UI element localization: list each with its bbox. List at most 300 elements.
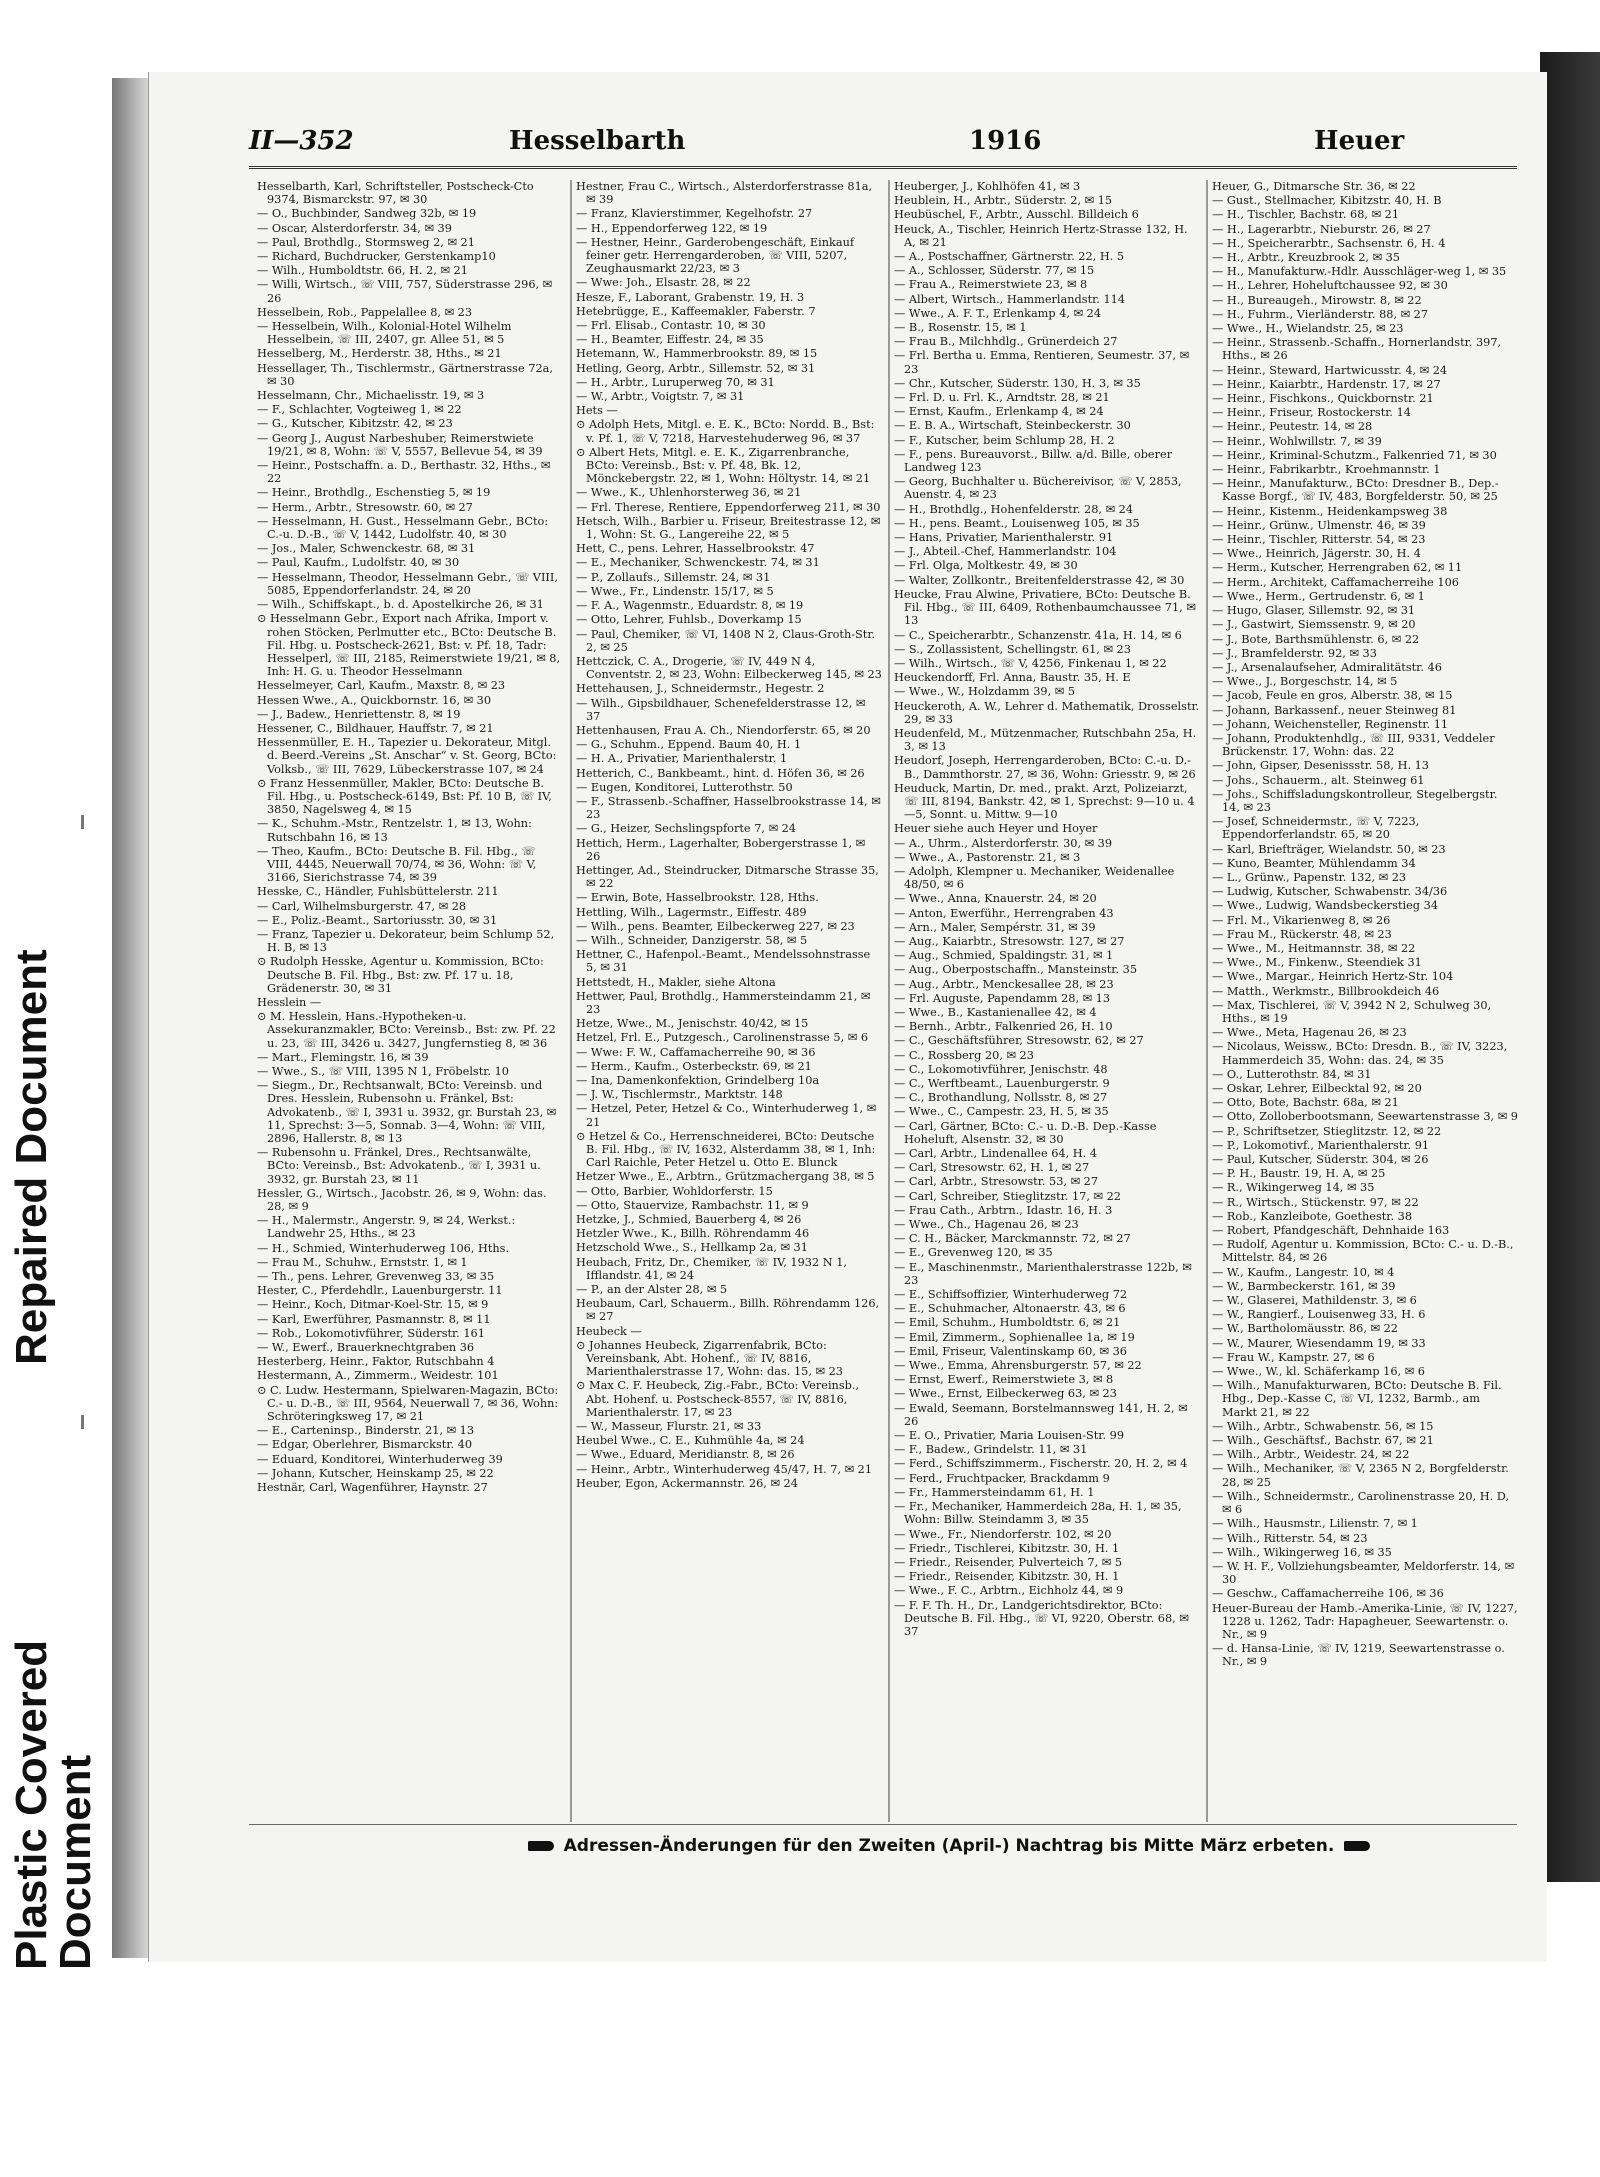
directory-entry: — Max, Tischlerei, ☏ V, 3942 N 2, Schulweg 30, Hths., ✉ 19 xyxy=(1212,998,1492,1025)
directory-entry: — Hesselbein, Wilh., Kolonial-Hotel Wilhelm Hesselbein, ☏ III, 2407, gr. Allee 51, ✉ 5 xyxy=(257,320,512,347)
directory-entry: Heuckendorff, Frl. Anna, Baustr. 35, H. E xyxy=(894,671,1131,685)
repaired-document-label: Repaired Document xyxy=(7,949,56,1365)
directory-entry: — Albert, Wirtsch., Hammerlandstr. 114 xyxy=(894,292,1126,306)
page-footer-notice xyxy=(389,1836,1509,1856)
directory-entry: — Wilh., Ritterstr. 54, ✉ 23 xyxy=(1212,1531,1368,1545)
directory-entry: — Wilh., Gipsbildhauer, Schenefelderstrasse 12, ✉ 37 xyxy=(576,696,866,723)
directory-entry: Hesze, F., Laborant, Grabenstr. 19, H. 3 xyxy=(576,290,805,304)
directory-entry: — Emil, Schuhm., Humboldtstr. 6, ✉ 21 xyxy=(894,1316,1121,1330)
directory-column-4 xyxy=(1207,180,1520,1822)
directory-entry: — Emil, Zimmerm., Sophienallee 1a, ✉ 19 xyxy=(894,1330,1135,1344)
directory-entry: — H., pens. Beamt., Louisenweg 105, ✉ 35 xyxy=(894,516,1140,530)
directory-entry: — A., Postschaffner, Gärtnerstr. 22, H. 5 xyxy=(894,250,1125,264)
directory-entry: ⊙ Hetzel & Co., Herrenschneiderei, BCto: Deutsche B. Fil. Hbg., ☏ IV, 1632, Alsterdamm 38, ✉ 1, Inh: Carl Raichle, Peter Hetzel u. Otto E. Blunck xyxy=(576,1129,876,1170)
directory-entry: — H., Schmied, Winterhuderweg 106, Hths. xyxy=(257,1241,510,1255)
directory-entry: ⊙ Adolph Hets, Mitgl. e. E. K., BCto: Nordd. B., Bst: v. Pf. 1, ☏ V, 7218, Harvestehuderweg 96, ✉ 37 xyxy=(576,418,875,445)
directory-entry: Hestnär, Carl, Wagenführer, Haynstr. 27 xyxy=(257,1481,488,1495)
directory-entry: — Frl. M., Vikarienweg 8, ✉ 26 xyxy=(1212,913,1391,927)
scanner-dark-edge xyxy=(1540,52,1600,1882)
directory-entry: Hettczick, C. A., Drogerie, ☏ IV, 449 N 4, Conventstr. 2, ✉ 23, Wohn: Eilbeckerweg 145, ✉ 23 xyxy=(576,654,882,682)
directory-column-2 xyxy=(571,180,884,1822)
directory-entry: — C. H., Bäcker, Marckmannstr. 72, ✉ 27 xyxy=(894,1232,1131,1246)
directory-entry: — Richard, Buchdrucker, Gerstenkamp10 xyxy=(257,250,496,264)
directory-entry: — W., Barmbeckerstr. 161, ✉ 39 xyxy=(1212,1279,1396,1293)
directory-entry: — Emil, Friseur, Valentinskamp 60, ✉ 36 xyxy=(894,1344,1127,1358)
directory-entry: — Theo, Kaufm., BCto: Deutsche B. Fil. Hbg., ☏ VIII, 4445, Neuerwall 70/74, ✉ 36, Wohn: ☏ V, 3166, Sierichstrasse 74, ✉ 39 xyxy=(257,844,537,885)
directory-entry: — J., Arsenalaufseher, Admiralitätstr. 46 xyxy=(1212,660,1442,674)
directory-entry: Hessener, C., Bildhauer, Hauffstr. 7, ✉ 21 xyxy=(257,721,494,735)
directory-entry: — Rob., Lokomotivführer, Süderstr. 161 xyxy=(257,1326,485,1340)
directory-entry: — F. F. Th. H., Dr., Landgerichtsdirektor, BCto: Deutsche B. Fil. Hbg., ☏ VI, 9220, Oberstr. 68, ✉ 37 xyxy=(894,1598,1189,1638)
directory-entry: — C., Speicherarbtr., Schanzenstr. 41a, H. 14, ✉ 6 xyxy=(894,628,1182,642)
directory-entry: — Josef, Schneidermstr., ☏ V, 7223, Eppendorferlandstr. 65, ✉ 20 xyxy=(1212,815,1420,842)
directory-entry: — Heinr., Peutestr. 14, ✉ 28 xyxy=(1212,420,1373,434)
directory-entry: — Wwe., Ch., Hagenau 26, ✉ 23 xyxy=(894,1218,1079,1232)
directory-entry: — d. Hansa-Linie, ☏ IV, 1219, Seewartenstrasse o. Nr., ✉ 9 xyxy=(1212,1642,1505,1669)
directory-entry: ⊙ C. Ludw. Hestermann, Spielwaren-Magazin, BCto: C.- u. D.-B., ☏ III, 9564, Neuerwall 7, ✉ 36, Wohn: Schröteringksweg 17, ✉ 21 xyxy=(257,1383,559,1424)
directory-entry: — Aug., Kaiarbtr., Stresowstr. 127, ✉ 27 xyxy=(894,934,1125,948)
directory-entry: — Heinr., Kistenm., Heidenkampsweg 38 xyxy=(1212,504,1448,518)
directory-entry: — Paul, Brothdlg., Stormsweg 2, ✉ 21 xyxy=(257,235,475,249)
directory-entry: Hesselbarth, Karl, Schriftsteller, Postscheck-Cto 9374, Bismarckstr. 97, ✉ 30 xyxy=(257,180,534,207)
directory-entry: — Wilh., Schiffskapt., b. d. Apostelkirche 26, ✉ 31 xyxy=(257,598,544,612)
column-divider xyxy=(570,180,571,1822)
directory-entry: — P., an der Alster 28, ✉ 5 xyxy=(576,1283,728,1297)
directory-entry: — Wwe., B., Kastanienallee 42, ✉ 4 xyxy=(894,1005,1097,1019)
directory-entry: — Th., pens. Lehrer, Grevenweg 33, ✉ 35 xyxy=(257,1270,495,1284)
directory-entry: — Frl. Elisab., Contastr. 10, ✉ 30 xyxy=(576,319,766,333)
directory-entry: — H., Malermstr., Angerstr. 9, ✉ 24, Werkst.: Landwehr 25, Hths., ✉ 23 xyxy=(257,1214,516,1241)
directory-entry: — A., Uhrm., Alsterdorferstr. 30, ✉ 39 xyxy=(894,836,1113,850)
directory-entry: Hestner, Frau C., Wirtsch., Alsterdorferstrasse 81a, ✉ 39 xyxy=(576,180,873,207)
directory-entry: Heublein, H., Arbtr., Süderstr. 2, ✉ 15 xyxy=(894,194,1113,208)
directory-entry: — Johann, Kutscher, Heinskamp 25, ✉ 22 xyxy=(257,1466,494,1480)
directory-entry: — Rudolf, Agentur u. Kommission, BCto: C.- u. D.-B., Mittelstr. 84, ✉ 26 xyxy=(1212,1238,1514,1265)
directory-entry: — Wilh., Arbtr., Weidestr. 24, ✉ 22 xyxy=(1212,1448,1410,1462)
directory-entry: Hetebrügge, E., Kaffeemakler, Faberstr. 7 xyxy=(576,304,816,318)
directory-entry: — Carl, Arbtr., Lindenallee 64, H. 4 xyxy=(894,1147,1098,1161)
directory-entry: Hettenhausen, Frau A. Ch., Niendorferstr. 65, ✉ 20 xyxy=(576,723,871,737)
directory-entry: — Wwe., A., Pastorenstr. 21, ✉ 3 xyxy=(894,850,1081,864)
directory-entry: — B., Rosenstr. 15, ✉ 1 xyxy=(894,321,1027,335)
directory-entry: — Franz, Klavierstimmer, Kegelhofstr. 27 xyxy=(576,207,813,221)
directory-entry: — Wwe., K., Uhlenhorsterweg 36, ✉ 21 xyxy=(576,486,802,500)
directory-entry: Hettehausen, J., Schneidermstr., Hegestr. 2 xyxy=(576,682,825,696)
directory-entry: — S., Zollassistent, Schellingstr. 61, ✉ 23 xyxy=(894,642,1131,656)
directory-entry: — Carl, Arbtr., Stresowstr. 53, ✉ 27 xyxy=(894,1175,1099,1189)
directory-entry: — Siegm., Dr., Rechtsanwalt, BCto: Vereinsb. und Dres. Hesslein, Rubensohn u. Fränkel, Bst: Advokatenb., ☏ I, 3931 u. 3932, gr. Burstah 23, ✉ 11, Sprechst: 3—5, Sonnab. 3—4, Wohn: ☏ VIII, 2896, Hallerstr. 8, ✉ 13 xyxy=(257,1079,557,1146)
directory-entry: — Friedr., Tischlerei, Kibitzstr. 30, H. 1 xyxy=(894,1541,1120,1555)
directory-entry: — Frl. D. u. Frl. K., Arndtstr. 28, ✉ 21 xyxy=(894,391,1110,405)
directory-entry: ⊙ Franz Hessenmüller, Makler, BCto: Deutsche B. Fil. Hbg., u. Postscheck-6149, Bst: Pf. 10 B, ☏ IV, 3850, Nagelsweg 4, ✉ 15 xyxy=(257,776,552,817)
header-year: 1916 xyxy=(969,126,1042,156)
directory-entry: — C., Rossberg 20, ✉ 23 xyxy=(894,1048,1034,1062)
directory-entry: — C., Lokomotivführer, Jenischstr. 48 xyxy=(894,1062,1108,1076)
directory-entry: — H., Arbtr., Kreuzbrook 2, ✉ 35 xyxy=(1212,251,1400,265)
directory-entry: — Anton, Ewerführ., Herrengraben 43 xyxy=(894,906,1114,920)
directory-entry: — Wwe., Heinrich, Jägerstr. 30, H. 4 xyxy=(1212,547,1421,561)
directory-entry: — W., Glaserei, Mathildenstr. 3, ✉ 6 xyxy=(1212,1294,1417,1308)
directory-entry: — W., Masseur, Flurstr. 21, ✉ 33 xyxy=(576,1420,762,1434)
directory-entry: — Hugo, Glaser, Sillemstr. 92, ✉ 31 xyxy=(1212,604,1416,618)
directory-entry: — Wwe., Emma, Ahrensburgerstr. 57, ✉ 22 xyxy=(894,1359,1142,1373)
directory-entry: — Heinr., Manufakturw., BCto: Dresdner B., Dep.-Kasse Borgf., ☏ IV, 483, Borgfelderstr. 50, ✉ 25 xyxy=(1212,477,1499,504)
page-header xyxy=(249,124,1517,169)
footer-rule xyxy=(249,1824,1517,1825)
directory-entry: — Kuno, Beamter, Mühlendamm 34 xyxy=(1212,856,1416,870)
directory-entry: Hetze, Wwe., M., Jenischstr. 40/42, ✉ 15 xyxy=(576,1017,809,1031)
directory-entry: Hetterich, C., Bankbeamt., hint. d. Höfen 36, ✉ 26 xyxy=(576,766,865,780)
directory-column-3 xyxy=(889,180,1202,1822)
directory-entry: — Paul, Kutscher, Süderstr. 304, ✉ 26 xyxy=(1212,1153,1429,1167)
directory-entry: — Carl, Wilhelmsburgerstr. 47, ✉ 28 xyxy=(257,899,467,913)
directory-entry: — H., Beamter, Eiffestr. 24, ✉ 35 xyxy=(576,333,764,347)
directory-entry: — Frl. Olga, Moltkestr. 49, ✉ 30 xyxy=(894,559,1078,573)
directory-entry: Hessellager, Th., Tischlermstr., Gärtnerstrasse 72a, ✉ 30 xyxy=(257,361,553,388)
directory-entry: — F., Kutscher, beim Schlump 28, H. 2 xyxy=(894,433,1115,447)
directory-entry: — Frau Cath., Arbtrn., Idastr. 16, H. 3 xyxy=(894,1203,1113,1217)
directory-entry: Heubel Wwe., C. E., Kuhmühle 4a, ✉ 24 xyxy=(576,1434,805,1448)
directory-entry: — Ferd., Fruchtpacker, Brackdamm 9 xyxy=(894,1471,1110,1485)
directory-entry: — H., Lagerarbtr., Nieburstr. 26, ✉ 27 xyxy=(1212,222,1431,236)
directory-entry: — Heinr., Arbtr., Winterhuderweg 45/47, H. 7, ✉ 21 xyxy=(576,1462,873,1476)
directory-entry: — Oscar, Alsterdorferstr. 34, ✉ 39 xyxy=(257,221,452,235)
directory-entry: — Frau M., Schuhw., Ernststr. 1, ✉ 1 xyxy=(257,1255,468,1269)
pointing-hand-icon xyxy=(1344,1841,1370,1851)
directory-entry: — H., Eppendorferweg 122, ✉ 19 xyxy=(576,221,768,235)
directory-entry: — Wilh., Wirtsch., ☏ V, 4256, Finkenau 1, ✉ 22 xyxy=(894,656,1167,670)
directory-entry: — Heinr., Friseur, Rostockerstr. 14 xyxy=(1212,406,1411,420)
directory-entry: — C., Geschäftsführer, Stresowstr. 62, ✉ 27 xyxy=(894,1034,1144,1048)
directory-entry: — Willi, Wirtsch., ☏ VIII, 757, Süderstrasse 296, ✉ 26 xyxy=(257,278,553,305)
directory-entry: — E., Maschinenmstr., Marienthalerstrasse 122b, ✉ 23 xyxy=(894,1260,1192,1287)
directory-entry: — Wilh., Schneidermstr., Carolinenstrasse 20, H. D, ✉ 6 xyxy=(1212,1489,1510,1517)
directory-entry: ⊙ Johannes Heubeck, Zigarrenfabrik, BCto: Vereinsbank, Abt. Hohenf., ☏ IV, 8816, Marienthalerstrasse 17, Wohn: das. 15, ✉ 23 xyxy=(576,1338,843,1379)
directory-entry: — Wilh., Schneider, Danzigerstr. 58, ✉ 5 xyxy=(576,933,808,947)
directory-entry: — E., Carteninsp., Binderstr. 21, ✉ 13 xyxy=(257,1424,475,1438)
directory-entry: — Paul, Chemiker, ☏ VI, 1408 N 2, Claus-Groth-Str. 2, ✉ 25 xyxy=(576,627,876,654)
directory-entry: — Karl, Ewerführer, Pasmannstr. 8, ✉ 11 xyxy=(257,1312,491,1326)
directory-entry: — Wwe., Fr., Niendorferstr. 102, ✉ 20 xyxy=(894,1527,1112,1541)
directory-entry: — Wilh., Arbtr., Schwabenstr. 56, ✉ 15 xyxy=(1212,1419,1434,1433)
directory-column-1 xyxy=(253,180,565,1822)
directory-entry: — Wwe., M., Heitmannstr. 38, ✉ 22 xyxy=(1212,941,1416,955)
directory-entry: — Carl, Schreiber, Stieglitzstr. 17, ✉ 22 xyxy=(894,1189,1121,1203)
directory-entry: — Wwe: F. W., Caffamacherreihe 90, ✉ 36 xyxy=(576,1045,816,1059)
directory-entry: — Carl, Gärtner, BCto: C.- u. D.-B. Dep.-Kasse Hoheluft, Alsenstr. 32, ✉ 30 xyxy=(894,1119,1157,1146)
directory-entry: — Herm., Kutscher, Herrengraben 62, ✉ 11 xyxy=(1212,561,1463,575)
directory-entry: — Ina, Damenkonfektion, Grindelberg 10a xyxy=(576,1074,820,1087)
directory-entry: — Frau M., Rückerstr. 48, ✉ 23 xyxy=(1212,927,1392,941)
directory-entry: — P., Lokomotivf., Marienthalerstr. 91 xyxy=(1212,1138,1430,1152)
directory-entry: — Otto, Barbier, Wohldorferstr. 15 xyxy=(576,1184,773,1198)
directory-entry: — Friedr., Reisender, Kibitzstr. 30, H. 1 xyxy=(894,1570,1120,1584)
directory-entry: — E., Grevenweg 120, ✉ 35 xyxy=(894,1246,1053,1260)
directory-entry: ⊙ Max C. F. Heubeck, Zig.-Fabr., BCto: Vereinsb., Abt. Hohenf. u. Postscheck-8557, ☏ IV, 8816, Marienthalerstr. 17, ✉ 23 xyxy=(576,1379,860,1419)
directory-entry: — Heinr., Steward, Hartwicusstr. 4, ✉ 24 xyxy=(1212,363,1448,377)
directory-entry: — Wilh., Manufakturwaren, BCto: Deutsche B. Fil. Hbg., Dep.-Kasse C, ☏ VI, 1232, Barmb., am Markt 21, ✉ 22 xyxy=(1212,1379,1502,1419)
header-first-name: Hesselbarth xyxy=(509,126,686,156)
directory-entry: — Heinr., Tischler, Ritterstr. 54, ✉ 23 xyxy=(1212,533,1426,547)
directory-entry: — F., Badew., Grindelstr. 11, ✉ 31 xyxy=(894,1443,1088,1457)
directory-entry: — Friedr., Reisender, Pulverteich 7, ✉ 5 xyxy=(894,1555,1123,1569)
directory-entry: — Ernst, Ewerf., Reimerstwiete 3, ✉ 8 xyxy=(894,1373,1114,1387)
directory-entry: ⊙ Rudolph Hesske, Agentur u. Kommission, BCto: Deutsche B. Fil. Hbg., Bst: zw. Pf. 17 u. 18, Grädenerstr. 30, ✉ 31 xyxy=(257,955,544,995)
directory-entry: — Heinr., Brothdlg., Eschenstieg 5, ✉ 19 xyxy=(257,486,491,500)
directory-entry: — Frl. Therese, Rentiere, Eppendorferweg 211, ✉ 30 xyxy=(576,500,881,514)
directory-entry: Hettstedt, H., Makler, siehe Altona xyxy=(576,975,776,989)
directory-entry: Hettinger, Ad., Steindrucker, Ditmarsche Strasse 35, ✉ 22 xyxy=(576,863,879,891)
directory-entry: — Wilh., Geschäftsf., Bachstr. 67, ✉ 21 xyxy=(1212,1434,1434,1448)
directory-entry: Heuer siehe auch Heyer und Hoyer xyxy=(894,822,1098,836)
directory-entry: Hesselmann, Chr., Michaelisstr. 19, ✉ 3 xyxy=(257,389,485,403)
directory-entry: — Rubensohn u. Fränkel, Dres., Rechtsanwälte, BCto: Vereinsb., Bst: Advokatenb., ☏ I, 3931 u. 3932, gr. Burstah 23, ✉ 11 xyxy=(257,1146,541,1186)
directory-entry: — W., Kaufm., Langestr. 10, ✉ 4 xyxy=(1212,1265,1395,1279)
directory-entry: — Wwe., M., Finkenw., Steendiek 31 xyxy=(1212,956,1422,970)
directory-entry: — W., Maurer, Wiesendamm 19, ✉ 33 xyxy=(1212,1336,1426,1350)
directory-entry: — G., Schuhm., Eppend. Baum 40, H. 1 xyxy=(576,738,802,752)
directory-entry: — Wwe., Anna, Knauerstr. 24, ✉ 20 xyxy=(894,892,1097,906)
directory-entry: — Heinr., Postschaffn. a. D., Berthastr. 32, Hths., ✉ 22 xyxy=(257,459,551,486)
directory-entry: — Adolph, Klempner u. Mechaniker, Weidenallee 48/50, ✉ 6 xyxy=(894,864,1175,892)
directory-entry: — P. H., Baustr. 19, H. A, ✉ 25 xyxy=(1212,1167,1386,1181)
directory-entry: Hettner, C., Hafenpol.-Beamt., Mendelssohnstrasse 5, ✉ 31 xyxy=(576,948,871,975)
directory-entry: — Wilh., pens. Beamter, Eilbeckerweg 227, ✉ 23 xyxy=(576,919,855,933)
directory-entry: ⊙ Albert Hets, Mitgl. e. E. K., Zigarrenbranche, BCto: Vereinsb., Bst: v. Pf. 48, Bk. 12, Mönckebergstr. 22, ✉ 1, Wohn: Höltystr. 14, ✉ 21 xyxy=(576,445,871,486)
directory-entry: — Wwe., Ernst, Eilbeckerweg 63, ✉ 23 xyxy=(894,1387,1117,1401)
directory-entry: Hesselmeyer, Carl, Kaufm., Maxstr. 8, ✉ 23 xyxy=(257,679,506,693)
directory-entry: — Fr., Hammersteindamm 61, H. 1 xyxy=(894,1485,1095,1499)
directory-entry: — Nicolaus, Weissw., BCto: Dresdn. B., ☏ IV, 3223, Hammerdeich 35, Wohn: das. 24, ✉ 35 xyxy=(1212,1040,1508,1067)
directory-entry: Hetzschold Wwe., S., Hellkamp 2a, ✉ 31 xyxy=(576,1241,808,1255)
directory-entry: — Mart., Flemingstr. 16, ✉ 39 xyxy=(257,1050,429,1064)
directory-entry: — Wwe., J., Borgeschstr. 14, ✉ 5 xyxy=(1212,675,1398,689)
directory-entry: — F., Strassenb.-Schaffner, Hasselbrookstrasse 14, ✉ 23 xyxy=(576,794,881,822)
directory-entry: Hessler, G., Wirtsch., Jacobstr. 26, ✉ 9, Wohn: das. 28, ✉ 9 xyxy=(257,1186,547,1214)
edge-tick xyxy=(81,1415,84,1429)
directory-entry: Heubach, Fritz, Dr., Chemiker, ☏ IV, 1932 N 1, Ifflandstr. 41, ✉ 24 xyxy=(576,1255,848,1282)
directory-entry: Heudenfeld, M., Mützenmacher, Rutschbahn 25a, H. 3, ✉ 13 xyxy=(894,726,1197,754)
directory-entry: — Heinr., Kriminal-Schutzm., Falkenried 71, ✉ 30 xyxy=(1212,448,1497,462)
directory-entry: — R., Wikingerweg 14, ✉ 35 xyxy=(1212,1181,1375,1195)
directory-entry: Heudorf, Joseph, Herrengarderoben, BCto: C.-u. D.-B., Dammthorstr. 27, ✉ 36, Wohn: Griesstr. 9, ✉ 26 xyxy=(894,754,1196,781)
directory-entry: — Bernh., Arbtr., Falkenried 26, H. 10 xyxy=(894,1020,1113,1034)
directory-entry: — Erwin, Bote, Hasselbrookstr. 128, Hths. xyxy=(576,891,819,905)
directory-entry: — Hesselmann, H. Gust., Hesselmann Gebr., BCto: C.-u. D.-B., ☏ V, 1442, Ludolfstr. 40, ✉ 30 xyxy=(257,514,549,542)
directory-entry: — Frau B., Milchhdlg., Grünerdeich 27 xyxy=(894,335,1118,349)
directory-entry: — W., Ewerf., Brauerknechtgraben 36 xyxy=(257,1341,475,1355)
directory-entry: Hester, C., Pferdehdlr., Lauenburgerstr. 11 xyxy=(257,1284,503,1298)
directory-entry: — Robert, Pfandgeschäft, Dehnhaide 163 xyxy=(1212,1224,1450,1238)
directory-entry: — E., Poliz.-Beamt., Sartoriusstr. 30, ✉ 31 xyxy=(257,913,498,927)
directory-entry: — Johann, Weichensteller, Reginenstr. 11 xyxy=(1212,717,1449,731)
directory-entry: — H., Fuhrm., Vierländerstr. 88, ✉ 27 xyxy=(1212,307,1429,321)
directory-entry: — E. B. A., Wirtschaft, Steinbeckerstr. 30 xyxy=(894,419,1131,433)
directory-entry: — Rob., Kanzleibote, Goethestr. 38 xyxy=(1212,1209,1413,1223)
directory-entry: — Otto, Bote, Bachstr. 68a, ✉ 21 xyxy=(1212,1096,1399,1110)
directory-entry: — Arn., Maler, Sempérstr. 31, ✉ 39 xyxy=(894,920,1096,934)
directory-entry: — Otto, Stauervize, Rambachstr. 11, ✉ 9 xyxy=(576,1198,809,1212)
directory-entry: Heubeck — xyxy=(576,1324,642,1338)
directory-entry: — R., Wirtsch., Stückenstr. 97, ✉ 22 xyxy=(1212,1195,1419,1209)
directory-entry: — Heinr., Fischkons., Quickbornstr. 21 xyxy=(1212,392,1434,406)
directory-entry: — Wwe., F. C., Arbtrn., Eichholz 44, ✉ 9 xyxy=(894,1584,1124,1598)
directory-entry: — Matth., Werkmstr., Billbrookdeich 46 xyxy=(1212,984,1440,998)
directory-entry: Hetemann, W., Hammerbrookstr. 89, ✉ 15 xyxy=(576,347,818,361)
directory-entry: — J., Bote, Barthsmühlenstr. 6, ✉ 22 xyxy=(1212,632,1420,646)
directory-entry: — Frl. Bertha u. Emma, Rentieren, Seumestr. 37, ✉ 23 xyxy=(894,349,1190,376)
directory-entry: — Karl, Briefträger, Wielandstr. 50, ✉ 23 xyxy=(1212,842,1446,856)
directory-entry: — Wwe., Eduard, Meridianstr. 8, ✉ 26 xyxy=(576,1448,795,1462)
page-number: II—352 xyxy=(249,126,354,156)
directory-entry: — Johs., Schauerm., alt. Steinweg 61 xyxy=(1212,773,1425,787)
directory-entry: Heuduck, Martin, Dr. med., prakt. Arzt, Polizeiarzt, ☏ III, 8194, Bankstr. 42, ✉ 1, Sprechst: 9—10 u. 4—5, Sonnt. u. Mittw. 9—10 xyxy=(894,781,1195,822)
directory-entry: — Wwe., Meta, Hagenau 26, ✉ 23 xyxy=(1212,1026,1407,1040)
directory-entry: — J., Badew., Henriettenstr. 8, ✉ 19 xyxy=(257,707,461,721)
directory-entry: Hetzler Wwe., K., Billh. Röhrendamm 46 xyxy=(576,1227,810,1241)
directory-entry: — Johs., Schiffsladungskontrolleur, Stegelbergstr. 14, ✉ 23 xyxy=(1212,787,1498,814)
directory-entry: — J., Abteil.-Chef, Hammerlandstr. 104 xyxy=(894,545,1117,559)
directory-entry: — E., Schuhmacher, Altonaerstr. 43, ✉ 6 xyxy=(894,1302,1126,1316)
directory-entry: — Aug., Arbtr., Menckesallee 28, ✉ 23 xyxy=(894,977,1114,991)
directory-entry: — Wwe., W., Holzdamm 39, ✉ 5 xyxy=(894,685,1076,699)
directory-entry: — Wwe., C., Campestr. 23, H. 5, ✉ 35 xyxy=(894,1105,1109,1119)
directory-entry: ⊙ M. Hesslein, Hans.-Hypotheken-u. Assekuranzmakler, BCto: Vereinsb., Bst: zw. Pf. 22 u. 23, ☏ III, 3426 u. 3427, Jungfernstieg 8, ✉ 36 xyxy=(257,1010,556,1050)
directory-entry: — Ernst, Kaufm., Erlenkamp 4, ✉ 24 xyxy=(894,405,1104,419)
directory-page xyxy=(148,72,1547,1962)
directory-entry: — W., Arbtr., Voigtstr. 7, ✉ 31 xyxy=(576,390,745,404)
directory-entry: — Hestner, Heinr., Garderobengeschäft, Einkauf feiner getr. Herrengarderoben, ☏ VIII, 5207, Zeughausmarkt 22/23, ✉ 3 xyxy=(576,235,855,276)
directory-entry: Heucke, Frau Alwine, Privatiere, BCto: Deutsche B. Fil. Hbg., ☏ III, 6409, Rothenbaumchaussee 71, ✉ 13 xyxy=(894,587,1196,628)
directory-entry: Hesslein — xyxy=(257,995,322,1009)
directory-entry: — Heinr., Strassenb.-Schaffn., Hornerlandstr. 397, Hths., ✉ 26 xyxy=(1212,336,1502,363)
directory-entry: — F., pens. Bureauvorst., Billw. a/d. Bille, oberer Landweg 123 xyxy=(894,447,1173,475)
directory-entry: — F. A., Wagenmstr., Eduardstr. 8, ✉ 19 xyxy=(576,599,804,613)
directory-entry: — G., Kutscher, Kibitzstr. 42, ✉ 23 xyxy=(257,417,453,431)
directory-entry: — C., Werftbeamt., Lauenburgerstr. 9 xyxy=(894,1077,1110,1090)
directory-entry: Hessen Wwe., A., Quickbornstr. 16, ✉ 30 xyxy=(257,693,492,707)
directory-entry: Heuberger, J., Kohlhöfen 41, ✉ 3 xyxy=(894,180,1081,193)
directory-entry: — Aug., Oberpostschaffn., Mansteinstr. 35 xyxy=(894,963,1138,977)
directory-entry: — Hesselmann, Theodor, Hesselmann Gebr., ☏ VIII, 5085, Eppendorferlandstr. 24, ✉ 20 xyxy=(257,570,558,597)
directory-entry: — W., Rangierf., Louisenweg 33, H. 6 xyxy=(1212,1308,1426,1322)
directory-entry: — Wwe., H., Wielandstr. 25, ✉ 23 xyxy=(1212,322,1404,336)
directory-entry: — Heinr., Kaiarbtr., Hardenstr. 17, ✉ 27 xyxy=(1212,377,1441,391)
directory-entry: — Wilh., Hausmstr., Lilienstr. 7, ✉ 1 xyxy=(1212,1517,1418,1531)
directory-entry: — J., Gastwirt, Siemssenstr. 9, ✉ 20 xyxy=(1212,618,1416,632)
directory-entry: — Wwe., A. F. T., Erlenkamp 4, ✉ 24 xyxy=(894,306,1102,320)
directory-entry: — E., Schiffsoffizier, Winterhuderweg 72 xyxy=(894,1288,1128,1302)
directory-entry: Hett, C., pens. Lehrer, Hasselbrookstr. 47 xyxy=(576,542,815,556)
directory-entry: — Ludwig, Kutscher, Schwabenstr. 34/36 xyxy=(1212,885,1448,899)
directory-entry: — Paul, Kaufm., Ludolfstr. 40, ✉ 30 xyxy=(257,556,460,570)
directory-entry: Hesterberg, Heinr., Faktor, Rutschbahn 4 xyxy=(257,1355,495,1369)
directory-entry: — Wwe., Herm., Gertrudenstr. 6, ✉ 1 xyxy=(1212,589,1425,603)
directory-entry: — Geschw., Caffamacherreihe 106, ✉ 36 xyxy=(1212,1587,1444,1601)
directory-entry: — H., Arbtr., Luruperweg 70, ✉ 31 xyxy=(576,375,775,389)
directory-entry: — H. A., Privatier, Marienthalerstr. 1 xyxy=(576,752,788,766)
directory-entry: Hessenmüller, E. H., Tapezier u. Dekorateur, Mitgl. d. Beerd.-Vereins „St. Anschar“ v. St. Georg, BCto: Volksb., ☏ III, 7629, Lübeckerstrasse 107, ✉ 24 xyxy=(257,736,557,776)
directory-entry: — J., Bramfelderstr. 92, ✉ 33 xyxy=(1212,646,1377,660)
directory-entry: Hetzer Wwe., E., Arbtrn., Grützmachergang 38, ✉ 5 xyxy=(576,1170,875,1184)
directory-entry: — Heinr., Fabrikarbtr., Kroehmannstr. 1 xyxy=(1212,463,1441,477)
directory-entry: — Herm., Arbtr., Stresowstr. 60, ✉ 27 xyxy=(257,500,473,514)
directory-entry: — Wwe: Joh., Elsastr. 28, ✉ 22 xyxy=(576,276,751,290)
directory-entry: — Frau W., Kampstr. 27, ✉ 6 xyxy=(1212,1350,1375,1364)
directory-entry: — P., Schriftsetzer, Stieglitzstr. 12, ✉ 22 xyxy=(1212,1124,1442,1138)
directory-entry: — Chr., Kutscher, Süderstr. 130, H. 3, ✉ 35 xyxy=(894,376,1141,390)
directory-entry: — H., Brothdlg., Hohenfelderstr. 28, ✉ 24 xyxy=(894,502,1134,516)
directory-entry: — Hetzel, Peter, Hetzel & Co., Winterhuderweg 1, ✉ 21 xyxy=(576,1102,877,1129)
directory-entry: Heubaum, Carl, Schauerm., Billh. Röhrendamm 126, ✉ 27 xyxy=(576,1297,880,1324)
footer-text: Adressen-Änderungen für den Zweiten (April-) Nachtrag bis Mitte März erbeten. xyxy=(563,1836,1335,1856)
directory-entry: — W. H. F., Vollziehungsbeamter, Meldorferstr. 14, ✉ 30 xyxy=(1212,1559,1515,1587)
directory-entry: — H., Speicherarbtr., Sachsenstr. 6, H. 4 xyxy=(1212,236,1446,250)
directory-entry: Hestermann, A., Zimmerm., Weidestr. 101 xyxy=(257,1369,499,1383)
plastic-covered-document-label: Plastic Covered Document xyxy=(7,1639,100,1970)
directory-entry: Hettling, Wilh., Lagermstr., Eiffestr. 489 xyxy=(576,905,807,919)
directory-entry: — Wilh., Mechaniker, ☏ V, 2365 N 2, Borgfelderstr. 28, ✉ 25 xyxy=(1212,1462,1509,1489)
directory-entry: Heuer, G., Ditmarsche Str. 36, ✉ 22 xyxy=(1212,180,1416,193)
directory-entry: — E., Mechaniker, Schwenckestr. 74, ✉ 31 xyxy=(576,556,820,570)
directory-entry: — K., Schuhm.-Mstr., Rentzelstr. 1, ✉ 13, Wohn: Rutschbahn 16, ✉ 13 xyxy=(257,817,532,844)
directory-entry: Heuer-Bureau der Hamb.-Amerika-Linie, ☏ IV, 1227, 1228 u. 1262, Tadr: Hapagheuer, Seewartenstr. o. Nr., ✉ 9 xyxy=(1212,1601,1518,1641)
directory-entry: — H., Bureaugeh., Mirowstr. 8, ✉ 22 xyxy=(1212,293,1422,307)
directory-entry: — Hans, Privatier, Marienthalerstr. 91 xyxy=(894,531,1114,545)
directory-entry: — Heinr., Grünw., Ulmenstr. 46, ✉ 39 xyxy=(1212,518,1426,532)
directory-entry: — Heinr., Koch, Ditmar-Koel-Str. 15, ✉ 9 xyxy=(257,1298,489,1312)
directory-entry: ⊙ Hesselmann Gebr., Export nach Afrika, Import v. rohen Stöcken, Perlmutter etc., BCto: Deutsche B. Fil. Hbg. u. Postscheck-2621, Bst: v. Pf. 18, Tadr: Hesselperl, ☏ III, 2185, Reimerstwiete 19/21, ✉ 8, Inh: H. G. u. Theodor Hesselmann xyxy=(257,612,561,679)
directory-entry: — Wwe., Ludwig, Wandsbeckerstieg 34 xyxy=(1212,899,1439,913)
directory-entry: Heuck, A., Tischler, Heinrich Hertz-Strasse 132, H. A, ✉ 21 xyxy=(894,222,1188,249)
directory-entry: — Wwe., Fr., Lindenstr. 15/17, ✉ 5 xyxy=(576,584,774,598)
directory-entry: — Herm., Kaufm., Osterbeckstr. 69, ✉ 21 xyxy=(576,1059,812,1073)
directory-entry: — Wwe., S., ☏ VIII, 1395 N 1, Fröbelstr. 10 xyxy=(257,1065,509,1078)
directory-entry: — Fr., Mechaniker, Hammerdeich 28a, H. 1, ✉ 35, Wohn: Billw. Steindamm 3, ✉ 35 xyxy=(894,1500,1182,1527)
column-divider xyxy=(888,180,889,1822)
directory-entry: — Johann, Barkassenf., neuer Steinweg 81 xyxy=(1212,703,1457,717)
directory-entry: — Aug., Schmied, Spaldingstr. 31, ✉ 1 xyxy=(894,949,1114,963)
directory-entry: — Johann, Produktenhdlg., ☏ III, 9331, Veddeler Brückenstr. 17, Wohn: das. 22 xyxy=(1212,731,1495,759)
directory-entry: Hettich, Herm., Lagerhalter, Bobergerstrasse 1, ✉ 26 xyxy=(576,836,866,863)
directory-entry: — Wwe., W., kl. Schäferkamp 16, ✉ 6 xyxy=(1212,1365,1425,1379)
edge-tick xyxy=(81,815,84,829)
directory-entry: — G., Heizer, Sechslingspforte 7, ✉ 24 xyxy=(576,822,796,836)
directory-entry: Hesske, C., Händler, Fuhlsbüttelerstr. 211 xyxy=(257,885,499,899)
directory-entry: — Jos., Maler, Schwenckestr. 68, ✉ 31 xyxy=(257,542,476,556)
directory-entry: — H., Tischler, Bachstr. 68, ✉ 21 xyxy=(1212,208,1400,222)
directory-entry: Hettwer, Paul, Brothdlg., Hammersteindamm 21, ✉ 23 xyxy=(576,989,871,1016)
directory-entry: — Frl. Auguste, Papendamm 28, ✉ 13 xyxy=(894,991,1111,1005)
directory-entry: Hetling, Georg, Arbtr., Sillemstr. 52, ✉ 31 xyxy=(576,361,816,375)
directory-entry: — Edgar, Oberlehrer, Bismarckstr. 40 xyxy=(257,1438,473,1452)
directory-entry: — O., Lutterothstr. 84, ✉ 31 xyxy=(1212,1067,1372,1081)
directory-entry: — Wilh., Wikingerweg 16, ✉ 35 xyxy=(1212,1545,1392,1559)
directory-entry: — Franz, Tapezier u. Dekorateur, beim Schlump 52, H. B, ✉ 13 xyxy=(257,927,555,955)
directory-entry: — H., Manufakturw.-Hdlr. Ausschläger-weg 1, ✉ 35 xyxy=(1212,265,1507,279)
directory-entry: — Gust., Stellmacher, Kibitzstr. 40, H. B xyxy=(1212,194,1442,208)
pointing-hand-icon xyxy=(528,1841,554,1851)
directory-entry: — Jacob, Feule en gros, Alberstr. 38, ✉ 15 xyxy=(1212,689,1453,703)
directory-entry: Hets — xyxy=(576,404,618,418)
directory-entry: — Georg, Buchhalter u. Büchereivisor, ☏ V, 2853, Auenstr. 4, ✉ 23 xyxy=(894,475,1182,502)
directory-entry: — Eduard, Konditorei, Winterhuderweg 39 xyxy=(257,1452,503,1466)
directory-entry: — Ewald, Seemann, Borstelmannsweg 141, H. 2, ✉ 26 xyxy=(894,1401,1188,1428)
directory-entry: — Ferd., Schiffszimmerm., Fischerstr. 20, H. 2, ✉ 4 xyxy=(894,1457,1188,1471)
directory-entry: — John, Gipser, Desenissstr. 58, H. 13 xyxy=(1212,759,1429,773)
directory-entry: — C., Brothandlung, Nollsstr. 8, ✉ 27 xyxy=(894,1091,1108,1105)
directory-entry: — Eugen, Konditorei, Lutterothstr. 50 xyxy=(576,780,793,794)
